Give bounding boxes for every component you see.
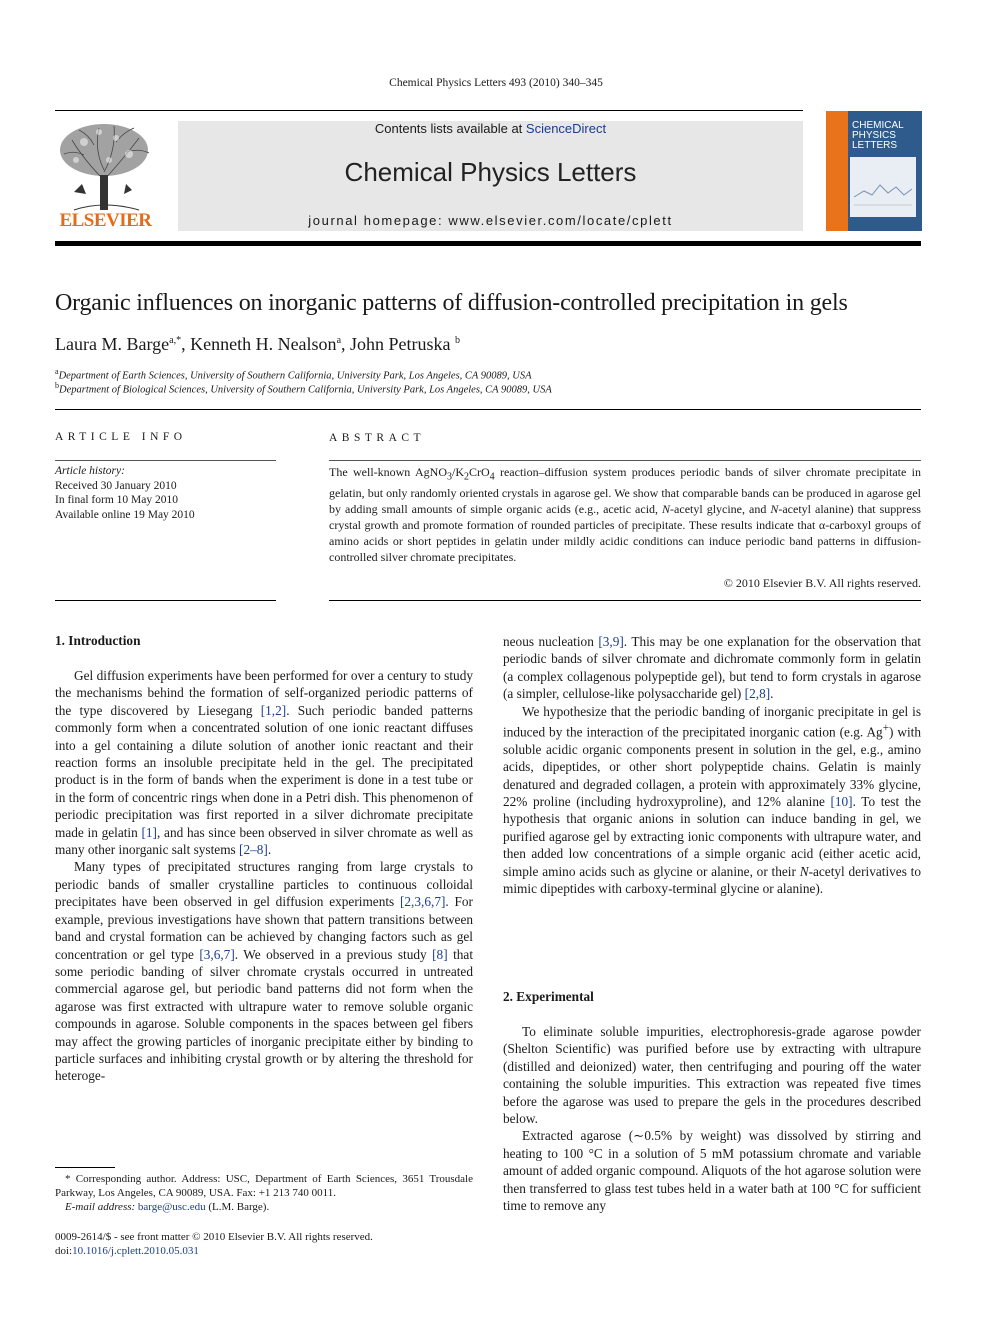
- footnotes: [55, 1172, 473, 1214]
- affiliation-sup: a: [55, 367, 59, 376]
- author-name: Kenneth H. Nealson: [190, 334, 337, 354]
- abstract-heading: ABSTRACT: [329, 432, 426, 444]
- elsevier-tree-icon: [54, 120, 157, 212]
- affiliation-sup: b: [55, 381, 59, 390]
- front-matter-line: 0009-2614/$ - see front matter © 2010 Elsevier B.V. All rights reserved.: [55, 1231, 373, 1243]
- intro-paragraph: [503, 633, 921, 703]
- citation-link[interactable]: [3,9]: [598, 634, 624, 649]
- history-label: Article history:: [55, 465, 125, 477]
- journal-cover[interactable]: [826, 111, 922, 231]
- superscript: +: [882, 722, 889, 735]
- abstract-segment: The well-known AgNO: [329, 465, 447, 479]
- doi-line: [55, 1244, 373, 1258]
- article-info-heading: ARTICLE INFO: [55, 431, 187, 443]
- intro-paragraph: [55, 667, 473, 858]
- affiliation: [55, 381, 552, 396]
- intro-paragraph: [503, 703, 921, 898]
- text-segment: . To test the hypothesis that organic anions in solution can induce banding in gel, we purified agarose gel by extracting ionic components with ultrapure water, and then added low concentrations of a simple organic acid (either acetic acid, simple amino acids such as glycine or alanine, or their: [503, 794, 921, 879]
- doi-link[interactable]: 10.1016/j.cplett.2010.05.031: [72, 1245, 199, 1257]
- journal-name: Chemical Physics Letters: [344, 157, 637, 187]
- article-history: [55, 464, 275, 522]
- history-item: In final form 10 May 2010: [55, 494, 178, 506]
- header-top-rule: [55, 110, 803, 111]
- doi-label: doi:: [55, 1245, 73, 1257]
- right-column-bottom: [503, 1023, 921, 1214]
- intro-paragraph: [55, 858, 473, 1084]
- text-segment: . We observed in a previous study: [234, 946, 433, 962]
- text-segment: neous nucleation: [503, 634, 599, 649]
- text-segment: , and has since been observed in silver chromate as well as many other inorganic salt systems: [55, 824, 473, 858]
- citation-link[interactable]: [3,6,7]: [199, 946, 235, 962]
- author-sup[interactable]: a,*: [169, 335, 182, 346]
- text-segment: N: [799, 863, 809, 879]
- left-column: [55, 667, 473, 1085]
- affiliation-text: Department of Biological Sciences, University of Southern California, University Park, Los Angeles, CA 90089, USA: [59, 384, 552, 396]
- front-matter: [55, 1230, 373, 1258]
- text-segment: . This may be one explanation for the observation that periodic bands of silver chromate and dichromate commonly form in gelatin (a complex collagenous polypeptide gel), but tend to form crystals in agarose (a simpler, cellulose-like polysaccharide gel): [503, 634, 921, 702]
- corresponding-author-note: [55, 1172, 473, 1200]
- email-link[interactable]: barge@usc.edu: [137, 1201, 206, 1213]
- contents-line: [178, 121, 803, 136]
- sciencedirect-link[interactable]: ScienceDirect: [525, 121, 607, 136]
- article-info-rule: [55, 460, 276, 461]
- affiliation: [55, 367, 532, 382]
- author-sup[interactable]: a: [336, 335, 342, 346]
- email-label: E-mail address:: [65, 1201, 138, 1213]
- abstract-subscript: 3: [446, 471, 452, 483]
- text-segment: ) with soluble acidic organic components present in solution in the gel, e.g., amino acids, dipeptides, or other short polypeptide chains. Gelatin is mainly denatured and degraded collagen, a protein with approximately 33% glycine, 22% proline (including hydroxyproline), and 12% alanine: [503, 724, 921, 810]
- elsevier-logo[interactable]: [54, 120, 157, 232]
- cover-graph-icon: [850, 157, 916, 217]
- footnote-text: Corresponding author. Address: USC, Department of Earth Sciences, 3651 Trousdale Parkway, Los Angeles, CA 90089, USA. Fax: +1 213 740 0011.: [55, 1173, 473, 1199]
- footnote-rule: [55, 1167, 115, 1168]
- abstract-segment: N: [662, 502, 671, 517]
- email-suffix: (L.M. Barge).: [205, 1201, 270, 1213]
- text-segment: . Such periodic banded patterns commonly form when a concentrated solution of one ionic reactant diffuses into a gel containing a dilute solution of another ionic reactant and their reaction forms an insoluble precipitate held in the gel. The precipitated product is in the form of bands when the experiment is done in a test tube or in the form of concentric rings when done in a Petri dish. This phenomenon of periodic precipitation was first reported in a silver dichromate precipitate made in gelatin: [55, 702, 473, 840]
- citation-link[interactable]: [1,2]: [260, 702, 287, 718]
- text-segment: .: [770, 686, 774, 702]
- abstract-segment: CrO: [468, 465, 490, 479]
- title-rule: [55, 409, 921, 410]
- journal-reference: Chemical Physics Letters 493 (2010) 340–345: [389, 77, 603, 89]
- citation-link[interactable]: [2,3,6,7]: [399, 894, 446, 910]
- journal-homepage[interactable]: journal homepage: www.elsevier.com/locate/cplett: [308, 213, 673, 228]
- abstract-text: [329, 464, 921, 565]
- cover-title-line: PHYSICS: [852, 130, 896, 141]
- experimental-paragraph: To eliminate soluble impurities, electrophoresis-grade agarose powder (Shelton Scientific) was purified before use by extracting with ultrapure (distilled and deionized) water, then centrifuging and pouring off the water containing the soluble impurities. This extraction was repeated five times before the agarose was used to prepare the gels in the procedures described below.: [503, 1024, 921, 1127]
- journal-banner: [178, 121, 803, 231]
- experimental-paragraph: Extracted agarose (∼0.5% by weight) was dissolved by stirring and heating to 100 °C in a solution of 5 mM potassium chromate and variable amount of added organic compound. Aliquots of the hot agarose solution were then transferred to glass test tubes held in a water bath at 100 °C for sufficient time to remove any: [503, 1128, 921, 1214]
- cover-title-line: LETTERS: [852, 140, 898, 151]
- abstract-bottom-rule: [329, 600, 921, 601]
- email-note: [55, 1200, 473, 1214]
- text-segment: . For example, previous investigations have shown that pattern transitions between band and crystal formation can be achieved by changing factors such as gel concentration or gel type: [55, 894, 473, 962]
- abstract-copyright: © 2010 Elsevier B.V. All rights reserved.: [723, 576, 921, 590]
- text-segment: .: [267, 842, 272, 858]
- abstract-segment: -acetyl alanine) that suppress crystal growth and promote formation of rounded particles of precipitate. These results indicate that α-carboxyl groups of amino acids or short peptides in gelatin under mildly acidic conditions can induce periodic band patterns in diffusion-controlled silver chromate precipitates.: [329, 502, 921, 565]
- author-name: Laura M. Barge: [55, 334, 170, 354]
- cover-title: [852, 121, 904, 151]
- abstract-segment: /K: [451, 465, 464, 479]
- abstract-segment: reaction–diffusion system produces periodic bands of silver chromate precipitate in gelatin, but only randomly oriented crystals in agarose gel. We show that comparable bands can be produced in agarose gel by adding small amounts of simple organic acids (e.g., acetic acid,: [329, 465, 921, 517]
- citation-link[interactable]: [2,8]: [744, 686, 771, 702]
- elsevier-wordmark: ELSEVIER: [59, 210, 152, 231]
- section-heading-experimental: 2. Experimental: [503, 989, 594, 1004]
- contents-prefix: Contents lists available at: [374, 121, 526, 136]
- text-segment: Many types of precipitated structures ranging from large crystals to periodic bands of smaller crystalline particles to continuous colloidal precipitates have been observed in gel diffusion experiments: [55, 859, 473, 910]
- right-column-top: [503, 633, 921, 898]
- text-segment: that some periodic banding of silver chromate crystals occurred in untreated commercial agarose gel, but periodic band patterns did not form when the agarose was first extracted with ultrapure water to remove soluble organic compounds in agarose. Soluble components in the spaces between gel fibers may affect the growing particles of inorganic precipitate either by binding to particle surfaces and inhibiting crystal growth or by altering the threshold for heteroge-: [55, 946, 474, 1084]
- abstract-rule: [329, 460, 921, 461]
- cover-title-line: CHEMICAL: [852, 120, 904, 131]
- author-sup[interactable]: b: [455, 335, 461, 346]
- affiliation-text: Department of Earth Sciences, University of Southern California, University Park, Los Angeles, CA 90089, USA: [58, 370, 532, 382]
- history-item: Received 30 January 2010: [55, 479, 177, 492]
- abstract-segment: N: [770, 502, 779, 517]
- citation-link[interactable]: [10]: [830, 794, 853, 810]
- abstract-subscript: 2: [463, 471, 469, 483]
- text-segment: Gel diffusion experiments have been performed for over a century to study the mechanisms behind the formation of self-organized periodic patterns of the type discovered by Liesegang: [55, 668, 473, 718]
- header-bottom-rule: [55, 241, 921, 246]
- text-segment: -acetyl derivatives to mimic dipeptides with carboxy-terminal glycine or alanine).: [503, 863, 922, 897]
- abstract-segment: -acetyl glycine, and: [670, 502, 771, 517]
- cover-stripe: [826, 111, 848, 231]
- footnote-mark: *: [65, 1173, 71, 1185]
- text-segment: We hypothesize that the periodic banding of inorganic precipitate in gel is induced by the interaction of the precipitated inorganic cation (e.g. Ag: [503, 703, 921, 740]
- article-title: Organic influences on inorganic patterns of diffusion-controlled precipitation in gels: [55, 290, 848, 316]
- citation-link[interactable]: [8]: [432, 946, 448, 962]
- citation-link[interactable]: [1]: [141, 824, 157, 840]
- citation-link[interactable]: [2–8]: [239, 842, 268, 858]
- author-list: Laura M. Barge$^{a,*}$, Kenneth H. Nealson$^a$, John Petruska $^b$: [55, 334, 461, 354]
- section-heading-introduction: 1. Introduction: [55, 633, 141, 648]
- article-info-bottom-rule: [55, 600, 276, 601]
- history-item: Available online 19 May 2010: [55, 508, 195, 521]
- author-name: John Petruska: [350, 334, 451, 354]
- cover-figure: [850, 157, 916, 217]
- abstract-subscript: 4: [489, 471, 495, 483]
